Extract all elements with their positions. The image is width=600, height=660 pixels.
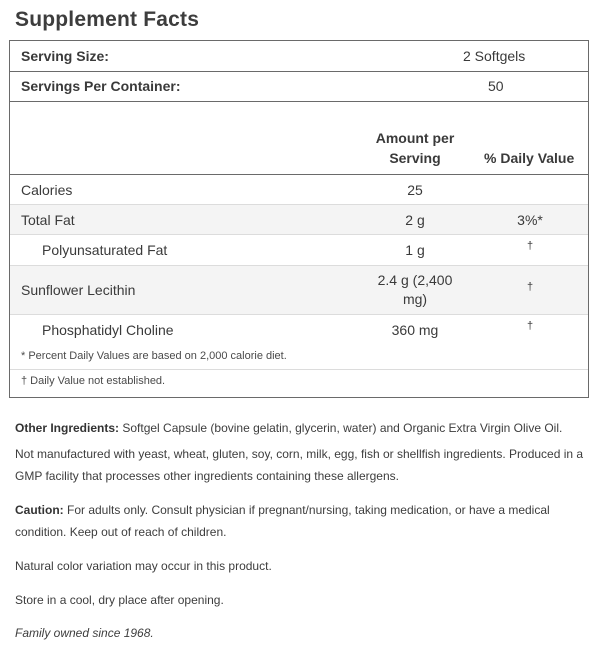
servings-per-container-label: Servings Per Container: xyxy=(21,78,181,94)
family-owned-note: Family owned since 1968. xyxy=(15,626,154,640)
nutrient-daily-value: 3%* xyxy=(517,212,543,228)
allergen-statement xyxy=(15,443,590,487)
nutrient-amount-line2: mg) xyxy=(402,291,428,307)
caution-line1: For adults only. Consult physician if pregnant/nursing, taking medication, or have a medical xyxy=(63,503,550,517)
divider xyxy=(10,369,588,370)
allergen-line2: GMP facility that processes other ingredients containing these allergens. xyxy=(15,469,399,483)
nutrient-amount-line1: 2.4 g (2,400 xyxy=(377,272,453,288)
column-header-row xyxy=(10,102,588,174)
other-ingredients xyxy=(15,417,590,439)
nutrient-name: Polyunsaturated Fat xyxy=(42,242,168,258)
nutrient-name: Sunflower Lecithin xyxy=(21,282,136,298)
nutrient-daily-value: † xyxy=(526,320,534,332)
amount-header-line2: Serving xyxy=(389,150,441,166)
nutrient-amount: 25 xyxy=(407,182,423,198)
storage-note: Store in a cool, dry place after opening. xyxy=(15,593,224,607)
amount-per-serving-header xyxy=(355,128,475,168)
nutrient-amount: 360 mg xyxy=(391,322,439,338)
caution-line2: condition. Keep out of reach of children. xyxy=(15,525,227,539)
other-ingredients-text: Softgel Capsule (bovine gelatin, glycerin, water) and Organic Extra Virgin Olive Oil. xyxy=(119,421,563,435)
caution-statement xyxy=(15,499,590,543)
serving-size-label: Serving Size: xyxy=(21,48,109,64)
supplement-facts-table xyxy=(9,40,589,398)
nutrient-row-total-fat xyxy=(10,205,588,234)
footnote-not-established: † Daily Value not established. xyxy=(21,375,166,387)
nutrient-row-polyunsaturated-fat xyxy=(10,235,588,265)
amount-header-line1: Amount per xyxy=(375,130,455,146)
nutrient-amount: 1 g xyxy=(405,242,425,258)
nutrient-row-calories xyxy=(10,175,588,204)
servings-per-container-row xyxy=(10,72,588,101)
nutrient-row-sunflower-lecithin xyxy=(10,266,588,314)
nutrient-daily-value: † xyxy=(526,281,534,293)
serving-size-value: 2 Softgels xyxy=(463,48,526,64)
serving-size-row xyxy=(10,41,588,71)
nutrient-row-phosphatidyl-choline xyxy=(10,315,588,345)
nutrient-name: Calories xyxy=(21,182,73,198)
nutrient-name: Total Fat xyxy=(21,212,75,228)
nutrient-amount: 2 g xyxy=(405,212,425,228)
color-variation-note: Natural color variation may occur in this product. xyxy=(15,559,272,573)
servings-per-container-value: 50 xyxy=(488,78,504,94)
footnote-dv-basis: * Percent Daily Values are based on 2,000 calorie diet. xyxy=(21,350,287,362)
nutrient-daily-value: † xyxy=(526,240,534,252)
page-title: Supplement Facts xyxy=(15,8,200,31)
nutrient-amount xyxy=(355,271,475,309)
daily-value-header: % Daily Value xyxy=(484,150,575,166)
caution-label: Caution: xyxy=(15,503,64,517)
allergen-line1: Not manufactured with yeast, wheat, gluten, soy, corn, milk, egg, fish or shellfish ingredients. Produced in a xyxy=(15,447,584,461)
other-ingredients-label: Other Ingredients: xyxy=(15,421,120,435)
nutrient-name: Phosphatidyl Choline xyxy=(42,322,174,338)
